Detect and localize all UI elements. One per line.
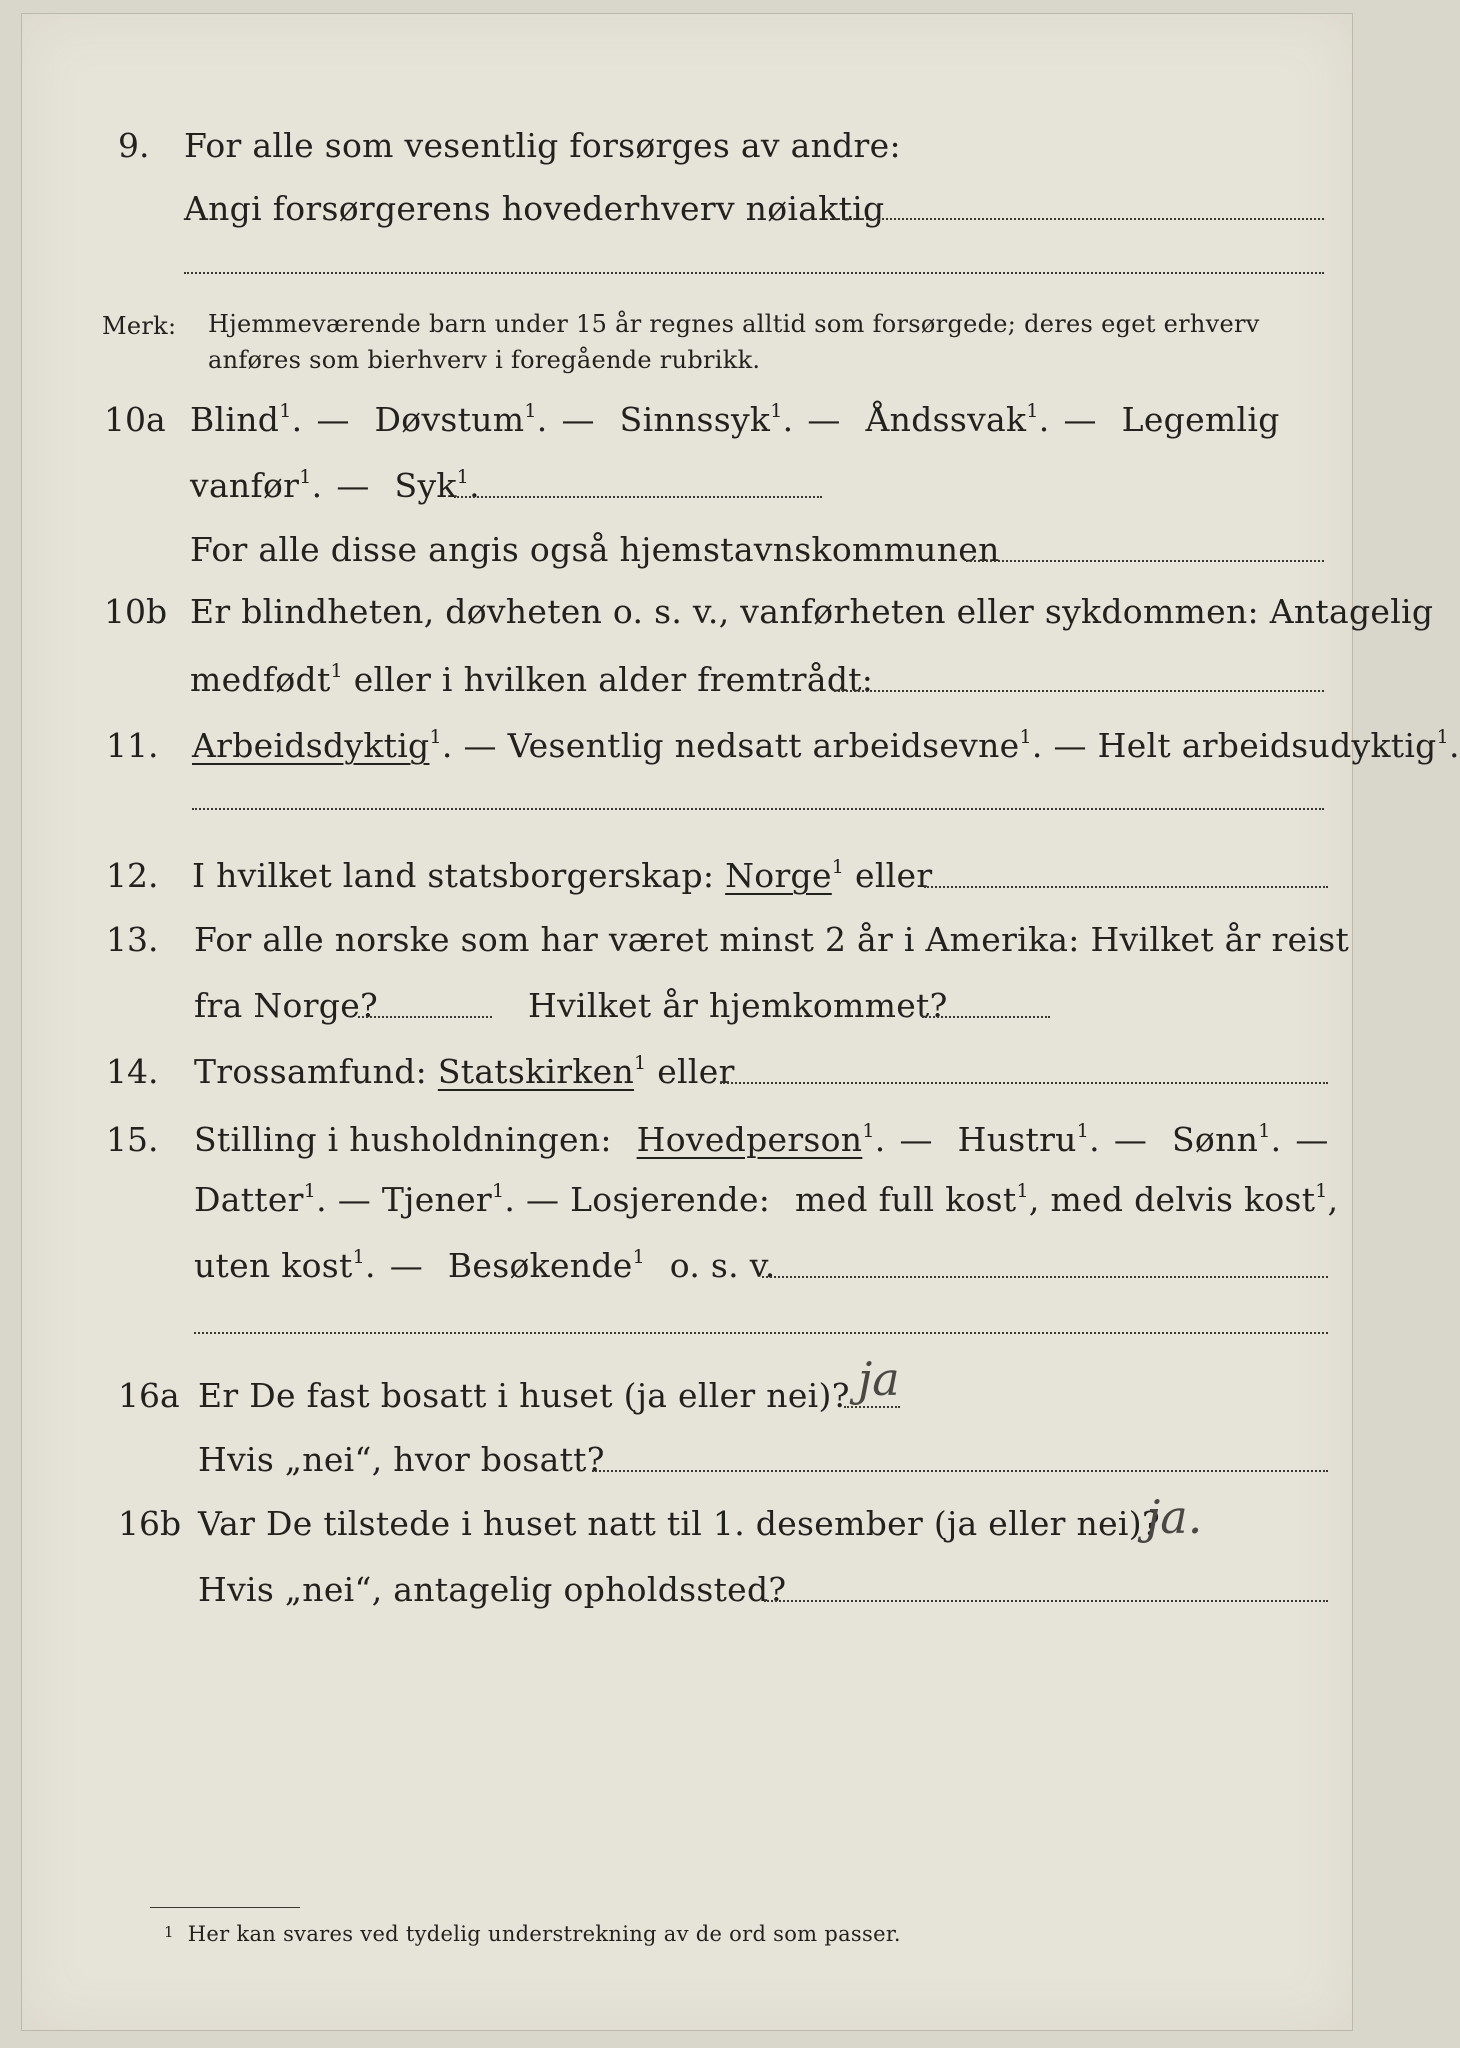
q16b-opholdssted-field[interactable] xyxy=(764,1600,1328,1602)
q16a-line2: Hvis „nei“, hvor bosatt? xyxy=(198,1440,605,1479)
q9-answer-field[interactable] xyxy=(834,218,1324,220)
opt-legemlig[interactable]: Legemlig xyxy=(1121,400,1280,439)
q13-fra: fra Norge? xyxy=(194,986,379,1025)
q13-number: 13. xyxy=(106,920,159,959)
q12-line: I hvilket land statsborgerskap: Norge$^1$ eller xyxy=(192,856,933,895)
q15-answer-field[interactable] xyxy=(762,1276,1328,1278)
q16a-handwritten-answer: ja xyxy=(858,1352,900,1406)
q16a-number: 16a xyxy=(118,1376,180,1415)
opt-vanfor[interactable]: vanfør xyxy=(190,466,300,505)
q10b-answer-field[interactable] xyxy=(834,690,1324,692)
census-form-page xyxy=(22,14,1460,2030)
q16b-handwritten-answer: ja. xyxy=(1146,1490,1203,1544)
q15-line1: Stilling i husholdningen: Hovedperson$^1$. — Hustru$^1$. — Sønn$^1$. — xyxy=(194,1120,1329,1159)
opt-sonn[interactable]: Sønn xyxy=(1172,1120,1259,1159)
q11-answer-field[interactable] xyxy=(192,808,1324,810)
q10a-line1: Blind$^1$. — Døvstum$^1$. — Sinnssyk$^1$. — Åndssvak$^1$. — Legemlig xyxy=(190,400,1280,439)
opt-andssvak[interactable]: Åndssvak xyxy=(865,400,1027,439)
q9-line2: Angi forsørgerens hovederhverv nøiaktig xyxy=(184,189,885,228)
q13-hjemkommet-field[interactable] xyxy=(922,1016,1050,1018)
footnote-rule xyxy=(150,1907,300,1908)
opt-besokende[interactable]: Besøkende xyxy=(447,1246,633,1285)
q11-line1: Arbeidsdyktig$^1$. — Vesentlig nedsatt arbeidsevne$^1$. — Helt arbeidsudyktig$^1$. xyxy=(192,726,1460,765)
merk-line1: Hjemmeværende barn under 15 år regnes alltid som forsørgede; deres eget erhverv xyxy=(208,310,1260,338)
opt-syk[interactable]: Syk xyxy=(394,466,457,505)
q9-line1: For alle som vesentlig forsørges av andre: xyxy=(184,126,901,165)
q12-answer-field[interactable] xyxy=(924,886,1328,888)
q10b-line1: Er blindheten, døvheten o. s. v., vanførheten eller sykdommen: Antagelig xyxy=(190,592,1434,631)
q14-number: 14. xyxy=(106,1052,159,1091)
opt-statskirken[interactable]: Statskirken xyxy=(437,1052,635,1091)
q10a-number: 10a xyxy=(104,400,166,439)
q13-reist-field[interactable] xyxy=(358,1016,492,1018)
q10a-line3: For alle disse angis også hjemstavnskommunen xyxy=(190,530,1000,569)
q15-number: 15. xyxy=(106,1120,159,1159)
opt-udyktig[interactable]: Helt arbeidsudyktig xyxy=(1097,726,1437,765)
opt-delvis-kost[interactable]: med delvis kost xyxy=(1050,1180,1316,1219)
q16a-answer-field[interactable] xyxy=(844,1406,900,1408)
opt-medfodt[interactable]: medfødt xyxy=(190,660,331,699)
q10a-hjemstavn-field[interactable] xyxy=(966,560,1324,562)
merk-label: Merk: xyxy=(102,312,177,340)
opt-dovstum[interactable]: Døvstum xyxy=(374,400,525,439)
q10a-line2: vanfør$^1$. — Syk$^1$. xyxy=(190,466,480,505)
q16a-line1: Er De fast bosatt i huset (ja eller nei)? xyxy=(198,1376,850,1415)
q14-answer-field[interactable] xyxy=(720,1082,1328,1084)
q14-line: Trossamfund: Statskirken$^1$ eller xyxy=(194,1052,735,1091)
q10b-line2: medfødt$^1$ eller i hvilken alder fremtrådt: xyxy=(190,660,874,699)
q10a-answer-field[interactable] xyxy=(454,496,822,498)
q15-answer-field-2[interactable] xyxy=(194,1332,1328,1334)
q10b-number: 10b xyxy=(104,592,168,631)
opt-hustru[interactable]: Hustru xyxy=(957,1120,1077,1159)
opt-arbeidsdyktig[interactable]: Arbeidsdyktig xyxy=(192,726,430,765)
q15-line2: Datter$^1$. — Tjener$^1$. — Losjerende: med full kost$^1$, med delvis kost$^1$, xyxy=(194,1180,1339,1219)
opt-norge[interactable]: Norge xyxy=(725,856,832,895)
opt-blind[interactable]: Blind xyxy=(190,400,280,439)
footnote: 1 Her kan svares ved tydelig understrekning av de ord som passer. xyxy=(164,1922,901,1946)
q15-line3: uten kost$^1$. — Besøkende$^1$ o. s. v. xyxy=(194,1246,776,1285)
q9-number: 9. xyxy=(118,126,150,165)
opt-uten-kost[interactable]: uten kost xyxy=(194,1246,353,1285)
q13-line1: For alle norske som har været minst 2 år i Amerika: Hvilket år reist xyxy=(194,920,1350,959)
q16b-line1: Var De tilstede i huset natt til 1. desember (ja eller nei)? xyxy=(198,1504,1160,1543)
merk-line2: anføres som bierhverv i foregående rubrikk. xyxy=(208,346,761,374)
q12-number: 12. xyxy=(106,856,159,895)
opt-datter[interactable]: Datter xyxy=(194,1180,304,1219)
q11-number: 11. xyxy=(106,726,159,765)
opt-tjener[interactable]: Tjener xyxy=(381,1180,492,1219)
opt-hovedperson[interactable]: Hovedperson xyxy=(636,1120,863,1159)
q16b-line2: Hvis „nei“, antagelig opholdssted? xyxy=(198,1570,787,1609)
q13-hjem: Hvilket år hjemkommet? xyxy=(528,986,948,1025)
q16b-number: 16b xyxy=(118,1504,182,1543)
q9-answer-field-2[interactable] xyxy=(184,272,1324,274)
q16a-bosatt-field[interactable] xyxy=(592,1470,1328,1472)
opt-sinnssyk[interactable]: Sinnssyk xyxy=(619,400,771,439)
opt-nedsatt[interactable]: Vesentlig nedsatt arbeidsevne xyxy=(507,726,1020,765)
opt-full-kost[interactable]: med full kost xyxy=(795,1180,1017,1219)
